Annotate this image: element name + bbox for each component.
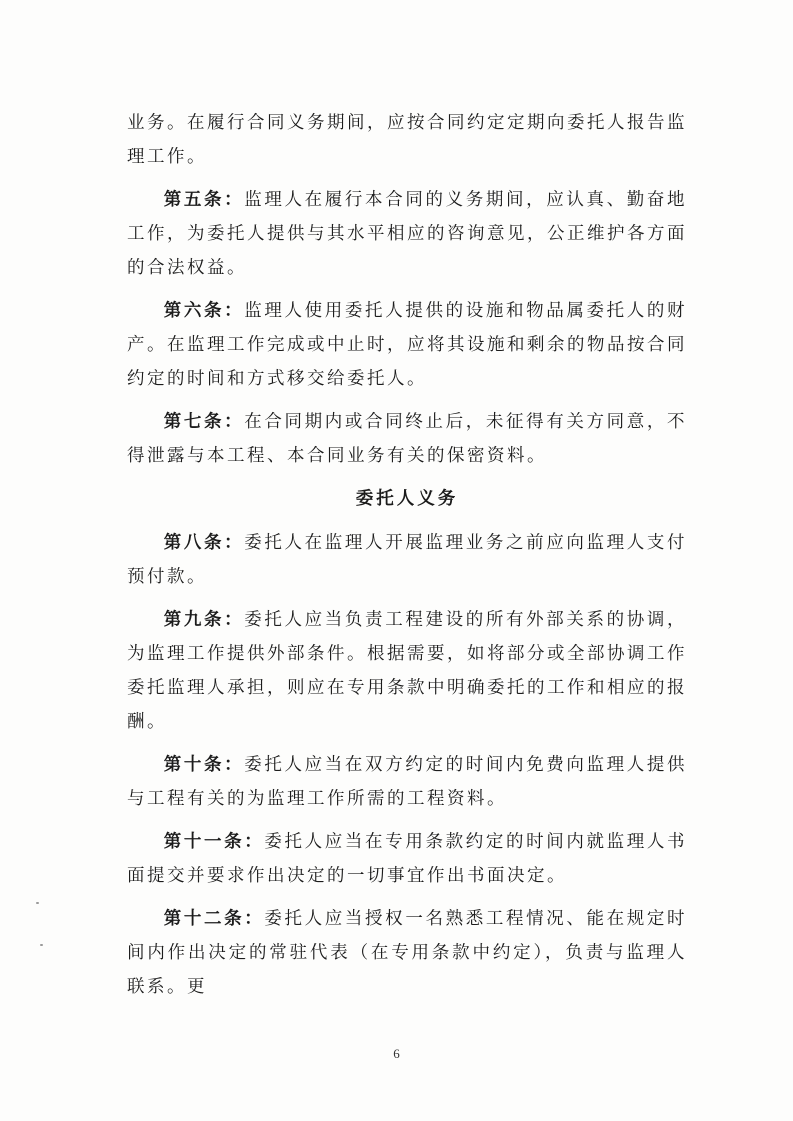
article-label: 第十条： [163, 755, 245, 775]
article-11 [127, 825, 687, 893]
scan-speck [36, 902, 39, 904]
article-12 [127, 902, 687, 1004]
article-text: 委托人应当在专用条款约定的时间内就监理人书面提交并要求作出决定的一切事宜作出书面决定。 [127, 832, 688, 886]
article-label: 第九条： [163, 610, 245, 630]
scan-speck [40, 944, 43, 946]
article-6 [127, 294, 687, 396]
article-label: 第八条： [163, 533, 245, 553]
paragraph-text: 业务。在履行合同义务期间，应按合同约定定期向委托人报告监理工作。 [127, 113, 687, 167]
page-number: 6 [393, 1046, 400, 1061]
article-9 [127, 603, 687, 739]
article-8 [127, 526, 687, 594]
article-10 [127, 748, 687, 816]
document-body [127, 106, 687, 1013]
article-label: 第十一条： [163, 832, 265, 852]
article-7 [127, 405, 687, 473]
article-5 [127, 183, 687, 285]
article-text: 在合同期内或合同终止后，未征得有关方同意，不得泄露与本工程、本合同业务有关的保密资料。 [127, 412, 688, 466]
article-label: 第六条： [163, 301, 245, 321]
article-text: 监理人使用委托人提供的设施和物品属委托人的财产。在监理工作完成或中止时，应将其设施和剩余的物品按合同约定的时间和方式移交给委托人。 [127, 301, 688, 389]
article-label: 第十二条： [163, 909, 265, 929]
paragraph-continuation [127, 106, 687, 174]
article-text: 委托人在监理人开展监理业务之前应向监理人支付预付款。 [127, 533, 688, 587]
article-text: 监理人在履行本合同的义务期间，应认真、勤奋地工作，为委托人提供与其水平相应的咨询意见，公正维护各方面的合法权益。 [127, 190, 688, 278]
article-text: 委托人应当负责工程建设的所有外部关系的协调，为监理工作提供外部条件。根据需要，如将部分或全部协调工作委托监理人承担，则应在专用条款中明确委托的工作和相应的报酬。 [127, 610, 688, 732]
article-label: 第七条： [163, 412, 245, 432]
article-text: 委托人应当在双方约定的时间内免费向监理人提供与工程有关的为监理工作所需的工程资料。 [127, 755, 688, 809]
section-heading: 委托人义务 [355, 489, 459, 509]
article-label: 第五条： [163, 190, 245, 210]
article-text: 委托人应当授权一名熟悉工程情况、能在规定时间内作出决定的常驻代表（在专用条款中约定），负责与监理人联系。更 [127, 909, 688, 997]
